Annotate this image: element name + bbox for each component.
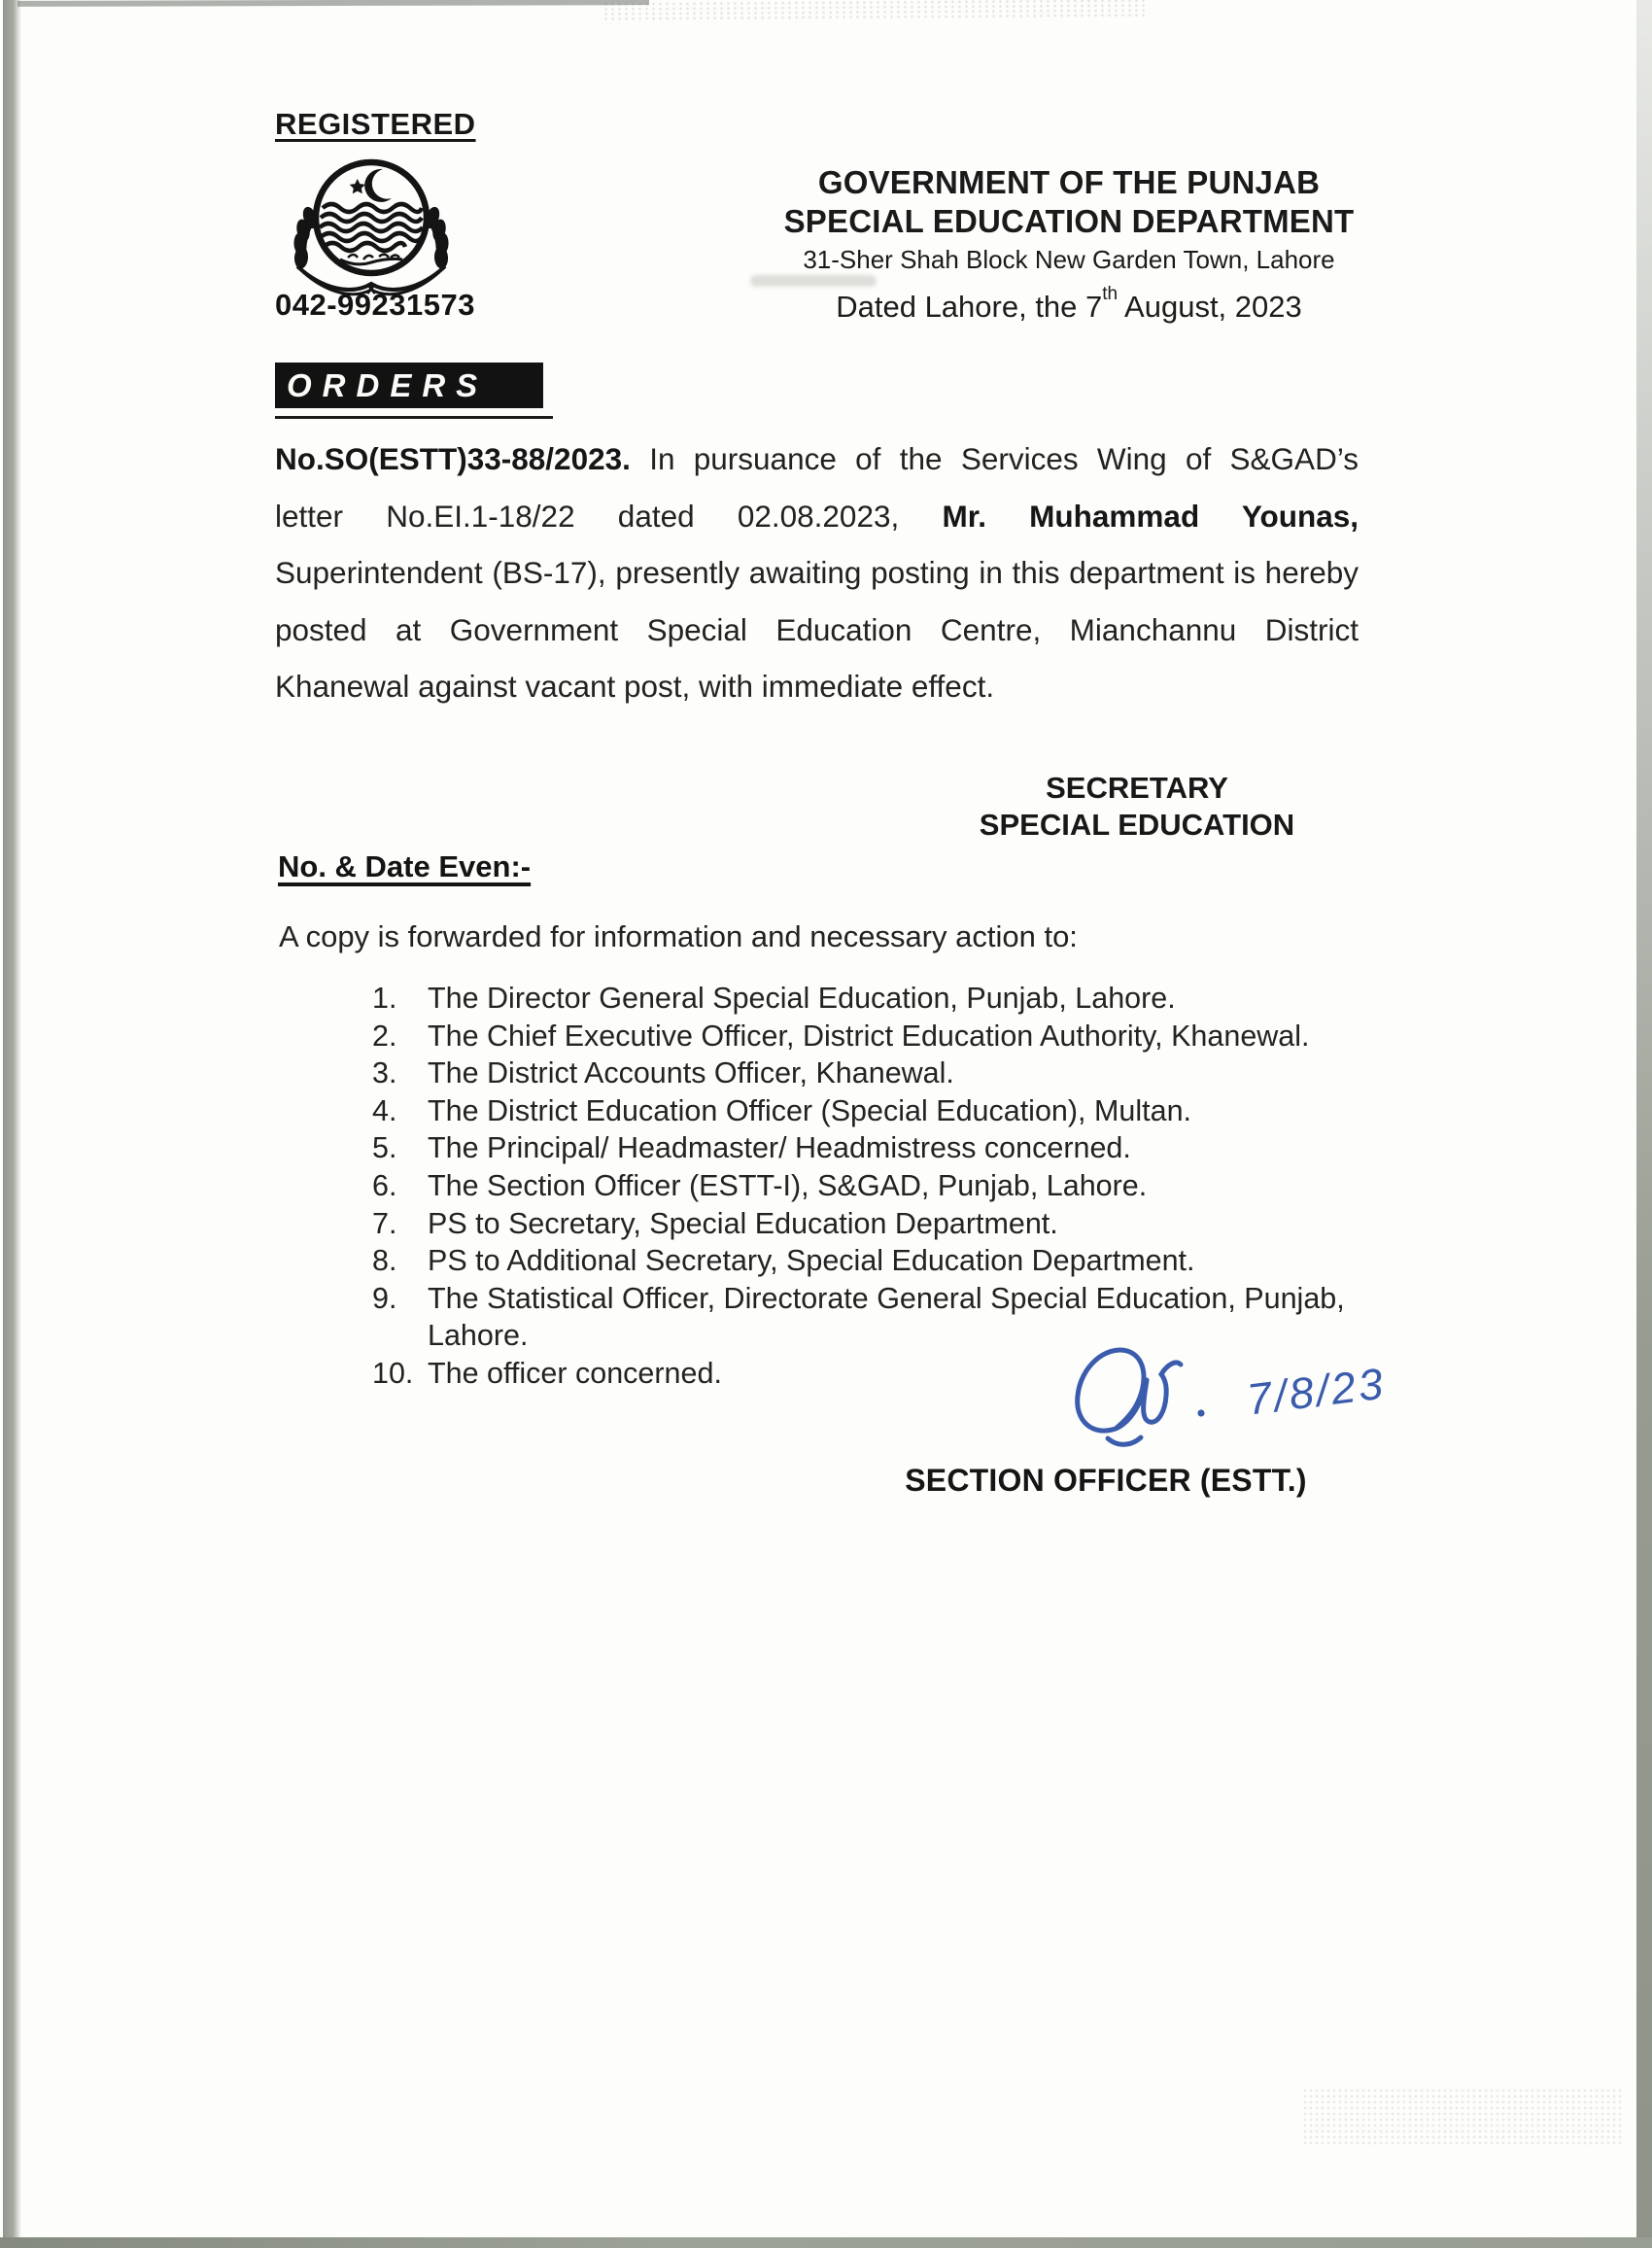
list-item xyxy=(372,1129,1402,1167)
order-body-line: posted at Government Special Education Centre, Mianchannu District xyxy=(275,611,1359,647)
scan-noise-top xyxy=(602,0,1147,21)
section-officer-title: SECTION OFFICER (ESTT.) xyxy=(905,1463,1307,1498)
copy-forwarded-intro: A copy is forwarded for information and necessary action to: xyxy=(279,919,1078,953)
list-item xyxy=(372,980,1402,1018)
list-item-number: 3. xyxy=(372,1056,397,1090)
order-body xyxy=(275,431,1359,715)
department-title: SPECIAL EDUCATION DEPARTMENT xyxy=(783,203,1355,239)
no-date-even-heading: No. & Date Even:- xyxy=(278,849,532,883)
orders-banner xyxy=(275,363,543,408)
signoff-block xyxy=(928,770,1346,844)
letterhead xyxy=(768,163,1370,276)
list-item-number: 9. xyxy=(372,1281,397,1315)
order-body-line: Superintendent (BS-17), presently awaiting posting in this department is hereby xyxy=(275,555,1359,590)
list-item xyxy=(372,1205,1402,1243)
list-item-number: 4. xyxy=(372,1093,397,1127)
list-item-number: 8. xyxy=(372,1244,397,1278)
list-item xyxy=(372,1242,1402,1280)
list-item-text: The District Accounts Officer, Khanewal. xyxy=(428,1056,954,1090)
list-item-text: The District Education Officer (Special Education), Multan. xyxy=(428,1093,1192,1127)
handwritten-date: 7/8/23 xyxy=(1244,1358,1389,1425)
signoff-title: SECRETARY xyxy=(1046,771,1228,805)
signoff-department: SPECIAL EDUCATION xyxy=(979,808,1295,842)
list-item-number: 10. xyxy=(372,1356,414,1390)
order-body-line: Khanewal against vacant post, with immediate effect. xyxy=(275,669,995,704)
list-item xyxy=(372,1167,1402,1205)
list-item xyxy=(372,1055,1402,1092)
scan-edge-right xyxy=(1636,0,1652,2248)
distribution-list xyxy=(372,980,1402,1393)
order-body-line: letter No.EI.1-18/22 dated 02.08.2023, Mr. Muhammad Younas, xyxy=(275,498,1359,534)
list-item-number: 7. xyxy=(372,1206,397,1240)
scan-noise-bottom-right xyxy=(1302,2088,1623,2146)
list-item-text: The Statistical Officer, Directorate General Special Education, Punjab, Lahore. xyxy=(428,1281,1345,1353)
orders-label: ORDERS xyxy=(287,366,489,403)
handwritten-signature-icon xyxy=(1057,1339,1242,1461)
list-item xyxy=(372,1018,1402,1055)
orders-underline xyxy=(275,416,553,419)
phone-number: 042-99231573 xyxy=(275,288,475,322)
list-item-number: 2. xyxy=(372,1019,397,1053)
list-item-text: The officer concerned. xyxy=(428,1356,722,1390)
list-item-text: PS to Secretary, Special Education Department. xyxy=(428,1206,1058,1240)
scan-edge-bottom xyxy=(0,2237,1652,2248)
list-item-text: PS to Additional Secretary, Special Education Department. xyxy=(428,1244,1195,1278)
scan-edge-top xyxy=(17,0,649,7)
list-item-text: The Chief Executive Officer, District Education Authority, Khanewal. xyxy=(428,1019,1310,1053)
list-item xyxy=(372,1092,1402,1130)
list-item-text: The Principal/ Headmaster/ Headmistress concerned. xyxy=(428,1131,1131,1165)
registered-label: REGISTERED xyxy=(275,107,476,141)
date-line: Dated Lahore, the 7th August, 2023 xyxy=(836,284,1302,324)
department-address: 31-Sher Shah Block New Garden Town, Lahore xyxy=(803,245,1335,274)
list-item-number: 1. xyxy=(372,982,397,1015)
punjab-government-crest-icon xyxy=(274,148,468,308)
order-body-line: No.SO(ESTT)33-88/2023. In pursuance of the Services Wing of S&GAD’s xyxy=(275,441,1359,476)
scan-edge-left xyxy=(3,0,21,2248)
list-item-text: The Section Officer (ESTT-I), S&GAD, Punjab, Lahore. xyxy=(428,1168,1148,1202)
signature-block xyxy=(1057,1339,1446,1466)
date-superscript: th xyxy=(1102,284,1119,304)
government-title: GOVERNMENT OF THE PUNJAB xyxy=(817,164,1321,200)
list-item-text: The Director General Special Education, Punjab, Lahore. xyxy=(428,982,1176,1015)
list-item-number: 6. xyxy=(372,1168,397,1202)
list-item-number: 5. xyxy=(372,1131,397,1165)
